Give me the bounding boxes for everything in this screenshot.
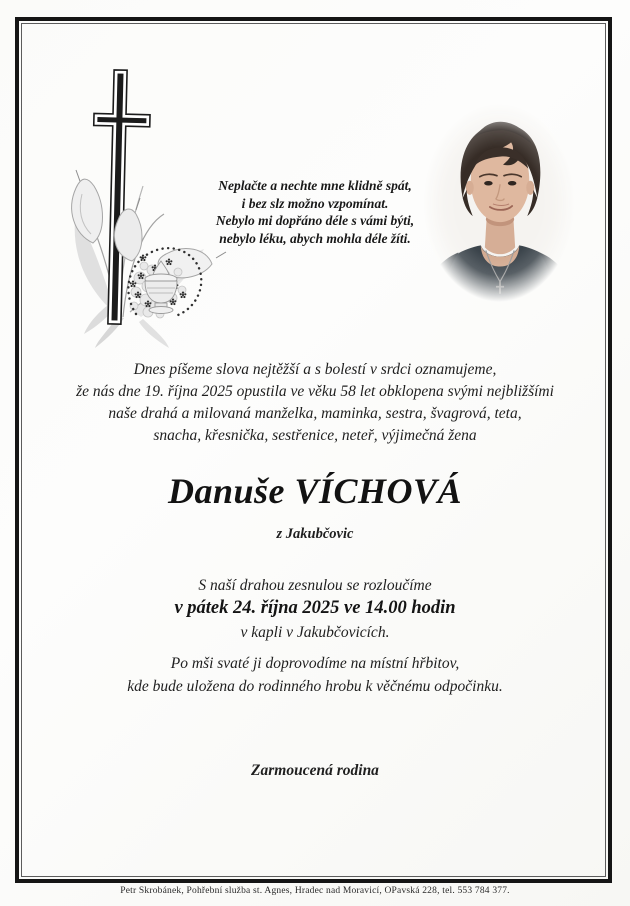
announcement-line: že nás dne 19. října 2025 opustila ve věku 58 let obklopena svými nejbližšími bbox=[76, 383, 554, 400]
farewell-place: v kapli v Jakubčovicích. bbox=[240, 624, 390, 641]
deceased-name: Danuše VÍCHOVÁ bbox=[167, 471, 463, 511]
announcement-line: snacha, křesnička, sestřenice, neteř, výjimečná žena bbox=[153, 427, 477, 444]
poem-line: Neplačte a nechte mne klidně spát, bbox=[218, 178, 412, 193]
farewell-datetime: v pátek 24. října 2025 ve 14.00 hodin bbox=[174, 598, 456, 618]
farewell-intro: S naší drahou zesnulou se rozloučíme bbox=[198, 577, 432, 594]
deceased-origin: z Jakubčovic bbox=[276, 526, 354, 542]
burial-info bbox=[0, 653, 630, 698]
death-announcement-text bbox=[0, 359, 630, 447]
burial-line: Po mši svaté ji doprovodíme na místní hřbitov, bbox=[170, 655, 460, 672]
announcement-line: naše drahá a milovaná manželka, maminka, sestra, švagrová, teta, bbox=[108, 405, 522, 422]
poem-line: nebylo léku, abych mohla déle žíti. bbox=[219, 230, 411, 246]
mourning-family-signature: Zarmoucená rodina bbox=[251, 762, 379, 779]
memorial-poem bbox=[0, 177, 630, 247]
poem-line: Nebylo mi dopřáno déle s vámi býti, bbox=[215, 213, 415, 228]
burial-line: kde bude uložena do rodinného hrobu k věčnému odpočinku. bbox=[127, 677, 503, 695]
poem-line: i bez slz možno vzpomínat. bbox=[241, 195, 389, 211]
announcement-line: Dnes píšeme slova nejtěžší a s bolestí v srdci oznamujeme, bbox=[133, 361, 497, 378]
funeral-home-footer: Petr Skrobánek, Pohřební služba st. Agnes, Hradec nad Moravicí, OPavská 228, tel. 553 784 377. bbox=[120, 886, 510, 896]
